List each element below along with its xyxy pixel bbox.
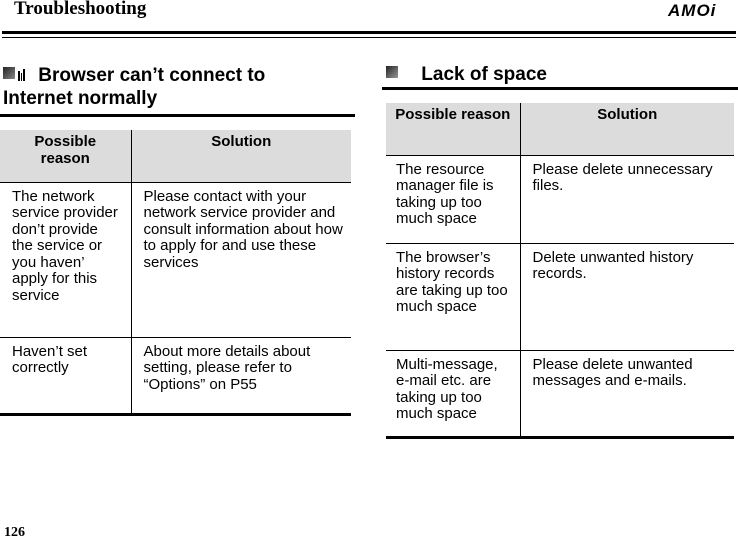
solution-cell: About more details about setting, please refer to “Options” on P55 [131, 337, 351, 415]
solution-cell: Delete unwanted history records. [520, 243, 734, 350]
reason-cell: The browser’s history records are taking up too much space [386, 243, 520, 350]
page-number: 126 [4, 525, 25, 540]
reason-cell: The network service provider don’t provide the service or you haven’ apply for this service [0, 182, 131, 337]
section-heading-space [386, 63, 547, 86]
section-heading-text-2: Internet normally [3, 88, 158, 109]
header-rule-thick [2, 31, 736, 34]
column-header-solution: Solution [131, 130, 351, 182]
reason-cell: Haven’t set correctly [0, 337, 131, 415]
table-bottom-rule [0, 413, 351, 415]
table-row [386, 243, 734, 350]
page-header-title: Troubleshooting [14, 0, 147, 19]
table-header-row [386, 103, 734, 155]
header-rule-thin [2, 37, 736, 38]
table-row [386, 155, 734, 243]
column-header-reason: Possible reason [0, 130, 131, 182]
bullet-icon [386, 63, 400, 77]
section-heading-browser [3, 64, 355, 110]
reason-cell: The resource manager file is taking up too much space [386, 155, 520, 243]
section-rule [382, 87, 738, 90]
solution-cell: Please delete unwanted messages and e-mails. [520, 350, 734, 438]
column-header-reason: Possible reason [386, 103, 520, 155]
table-header-row [0, 130, 351, 182]
troubleshoot-table-browser [0, 130, 351, 416]
section-heading-text: Lack of space [421, 64, 547, 85]
section-rule [0, 114, 355, 117]
table-row [0, 182, 351, 337]
column-header-solution: Solution [520, 103, 734, 155]
section-heading-text-1: Browser can’t connect to [38, 65, 266, 86]
solution-cell: Please contact with your network service provider and consult information about how to apply for and use these services [131, 182, 351, 337]
solution-cell: Please delete unnecessary files. [520, 155, 734, 243]
troubleshoot-table-space [386, 103, 734, 439]
reason-cell: Multi-message, e-mail etc. are taking up too much space [386, 350, 520, 438]
brand-logo: AMOi [668, 1, 717, 20]
bullet-icon [3, 64, 27, 78]
table-row [0, 337, 351, 415]
table-bottom-rule [386, 436, 734, 438]
table-row [386, 350, 734, 438]
